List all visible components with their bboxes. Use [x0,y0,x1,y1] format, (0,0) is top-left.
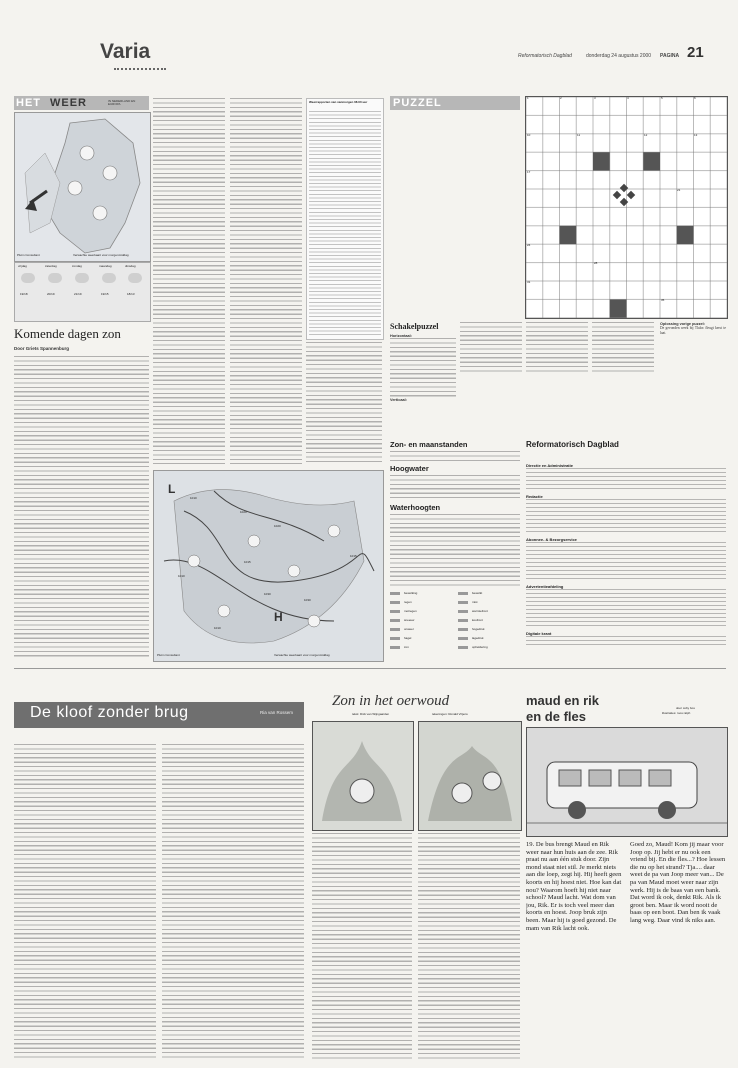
weather-icon [128,273,142,283]
page-label: PAGINA [660,53,680,59]
legend-item: opheldering [472,645,488,649]
grid-number: 1 [527,96,529,100]
legend-swatch [390,610,400,613]
puzzle-banner [390,96,520,110]
forecast-temp-2: 21/19 [74,292,82,296]
legend-item: bewolking [404,591,418,595]
colophon-section: Redactie [526,494,543,499]
forecast-day-1: zaterdag [45,264,57,268]
page-header [14,38,726,70]
hoogwater-text [390,475,520,501]
puzzle-clues-col-1 [390,334,456,434]
legend-swatch [390,628,400,631]
feuilleton-title: De kloof zonder brug [30,704,189,721]
legend-item: onweer [404,627,414,631]
maud-credit: door coby bos [676,706,695,710]
sun-moon-title: Zon- en maanstanden [390,440,468,449]
puzzle-verticaal-label: Verticaal: [390,398,407,403]
legend-swatch [390,619,400,622]
waterhoogten-title: Waterhoogten [390,503,441,512]
weather-byline: Door Griets Spannenburg [14,346,70,351]
forecast-temp-1: 20/19 [47,292,55,296]
weather-brand-sub: IN NEDERLAND EN EUROPA [108,99,136,106]
legend-item: koufront [472,618,483,622]
legend-item: bewolkt [472,591,483,595]
maud-text-left [526,841,622,1059]
weather-brand-het: HET [16,97,41,109]
forecast-temp-4: 18/13 [127,292,135,296]
puzzle-clues-col-3 [526,322,588,372]
weather-text-col-3 [230,98,302,464]
synop-title: Weerrapporten van vanmorgen 08.00 uur [309,100,368,104]
forecast-temp-0: 19/18 [20,292,28,296]
weather-icon [48,273,62,283]
forecast-day-2: zondag [72,264,82,268]
map-letter-L: L [168,482,176,496]
feuilleton-author: Ria van Rossem [260,710,294,715]
grid-number: 24 [527,243,531,247]
grid-number: 31 [527,280,531,284]
pressure-label: 1020 [240,510,247,514]
legend-item: warmtefront [472,609,488,613]
weather-banner [14,96,149,110]
grid-number: 17 [527,170,531,174]
maud-text-right: Goed zo, Maud! Kom jij maar voor Joop op. Jij hebt er nu ook een vriend bij. En die fles...? Hoe lessen die nu op het strand? Tja.... daar weet de pa van Joop meer van... De pa van Maud moet weer naar zijn werk. Hij is de baas van een bank. Dat word ik ook, denkt Rik. Als ik groot ben. Maar ik word nooit de baas op een boot. Dan ben ik vaak lang weg. Daar vind ik niks aan. [630,841,726,924]
feuilleton-banner [14,702,304,728]
puzzle-solution [660,322,726,372]
netherlands-map [14,112,151,262]
weather-article-text [14,356,149,658]
legend-swatch [458,610,468,613]
waterhoogten-text [390,514,520,586]
newspaper-name: Reformatorisch Dagblad [518,53,572,59]
maud-bus-drawing [527,728,727,836]
grid-number: 21 [677,188,681,192]
legend-item: sneeuw [404,618,415,622]
map-letter-H: H [274,610,283,624]
grid-number: 28 [594,261,598,265]
cartoon-oerwoud [312,693,520,1063]
maud-episode-number: 19. [526,841,535,848]
legend-swatch [390,637,400,640]
puzzle-oplossing-text: De gevonden week bij Tlaloc fleugt kerst te laat. [660,326,726,335]
black-square [560,226,577,244]
grid-number: 5 [661,96,663,100]
map-footer-right: Verwachte weerkaart voor morgenmiddag [274,653,330,657]
colophon-section: Abonnee- & Bezorgservice [526,537,577,542]
legend-item: hogedruk [472,627,485,631]
map-label-right: Verwachte weerkaart voor morgenmiddag [73,253,129,257]
legend-swatch [458,592,468,595]
cartoon-maud-en-rik [526,693,726,1063]
europe-map [153,470,384,662]
pressure-label: 1010 [214,626,221,630]
grid-number: 12 [644,133,648,137]
weather-text-col-4 [306,342,382,464]
feuilleton-col-1 [14,744,156,1060]
oerwoud-text-1 [312,833,412,1059]
synop-rows [309,111,381,335]
puzzle-subtitle: Schakelpuzzel [390,322,439,331]
grid-number: 35 [661,298,665,302]
black-square [593,152,610,170]
black-square [643,152,660,170]
weather-icon [102,273,116,283]
weather-icon [75,273,89,283]
synop-table [306,98,384,340]
legend-swatch [458,601,468,604]
grid-number: 10 [527,133,531,137]
pressure-label: 1015 [350,554,357,558]
feuilleton-col-2 [162,744,304,1060]
black-square [610,299,627,317]
puzzle-grid [525,96,728,319]
legend-item: lagedruk [472,636,484,640]
section-divider [14,668,726,669]
weather-headline: Komende dagen zon [14,326,121,341]
pressure-label: 1010 [190,496,197,500]
legend-swatch [390,646,400,649]
maud-title-2: en de fles [526,709,586,724]
legend-swatch [458,637,468,640]
legend-swatch [390,592,400,595]
maud-story-left: De bus brengt Maud en Rik weer naar hun huis aan de zee. Rik praat nu aan één stuk door. Zijn mond staat niet stil. Je merkt niets aan die loep, zegt hij. Hij heeft geen koorts en hij hoest niet. Hoe kan dat nou? Waarom hoeft hij niet naar school? Maud lacht. Wat dom van jou, Rik. Er is toch veel meer dan koorts en hoest. Joop bruk zijn been. Maar hij is goed gezond. De mam van Rik lacht ook. [526,841,622,932]
legend-item: zon [404,645,409,649]
grid-number: 2 [560,96,562,100]
legend-item: mist [472,600,478,604]
grid-number: 3 [594,96,596,100]
pressure-label: 1015 [244,560,251,564]
legend-swatch [390,601,400,604]
puzzle-clues-col-4 [592,322,654,372]
colophon [526,440,726,660]
forecast-day-3: maandag [99,264,112,268]
oerwoud-credit-right: tekeningen: Ronald Vrijens [432,712,468,716]
map-label-left: Pluim Consultant [17,253,40,257]
maud-panel [526,727,728,837]
map-footer-left: Pluim Consultant [157,653,180,657]
netherlands-map-drawing [15,113,150,261]
oerwoud-credit-left: tekst: Dick van Wijngaarden [352,712,390,716]
puzzle-grid-lines [526,97,727,318]
legend-swatch [458,628,468,631]
grid-number: 6 [694,96,696,100]
legend-swatch [458,646,468,649]
black-square [677,226,694,244]
forecast-day-4: dinsdag [125,264,136,268]
weather-icon [21,273,35,283]
weather-text-col-2 [153,98,225,464]
colophon-title: Reformatorisch Dagblad [526,440,619,449]
forecast-strip [14,262,151,322]
legend-swatch [458,619,468,622]
colophon-section: Directie en Administratie [526,463,573,468]
pressure-label: 1020 [274,524,281,528]
colophon-section: Advertentieafdeling [526,584,564,589]
header-date: donderdag 24 augustus 2000 [586,53,652,59]
grid-number: 4 [627,96,629,100]
oerwoud-illustration [312,721,520,829]
pressure-label: 1010 [178,574,185,578]
oerwoud-text-2 [418,833,520,1059]
section-title: Varia [100,40,151,63]
europe-map-drawing [154,471,383,661]
grid-number: 11 [577,133,581,137]
puzzle-oplossing-label: Oplossing vorige puzzel: [660,322,705,326]
colophon-section: Digitale krant [526,631,552,636]
puzzle-horizontaal-label: Horizontaal: [390,334,412,338]
hoogwater-title: Hoogwater [390,464,429,473]
forecast-temp-3: 19/15 [101,292,109,296]
maud-credit-2: illustraties: roos ralph [662,711,691,715]
grid-number: 13 [694,133,698,137]
puzzle-title: PUZZEL [393,97,442,109]
pressure-label: 1030 [304,598,311,602]
oerwoud-title: Zon in het oerwoud [332,693,450,709]
maud-title: maud en rik [526,693,599,708]
section-dots [114,68,166,72]
forecast-day-0: vrijdag [18,264,27,268]
sun-moon-text [390,451,520,463]
pressure-label: 1030 [264,592,271,596]
weather-legend [390,592,520,660]
puzzle-clues-col-2 [460,322,522,372]
weather-brand-weer: WEER [50,97,87,109]
legend-item: hagel [404,636,412,640]
legend-item: regen [404,600,412,604]
page-number: 21 [687,44,704,61]
legend-item: motregen [404,609,417,613]
